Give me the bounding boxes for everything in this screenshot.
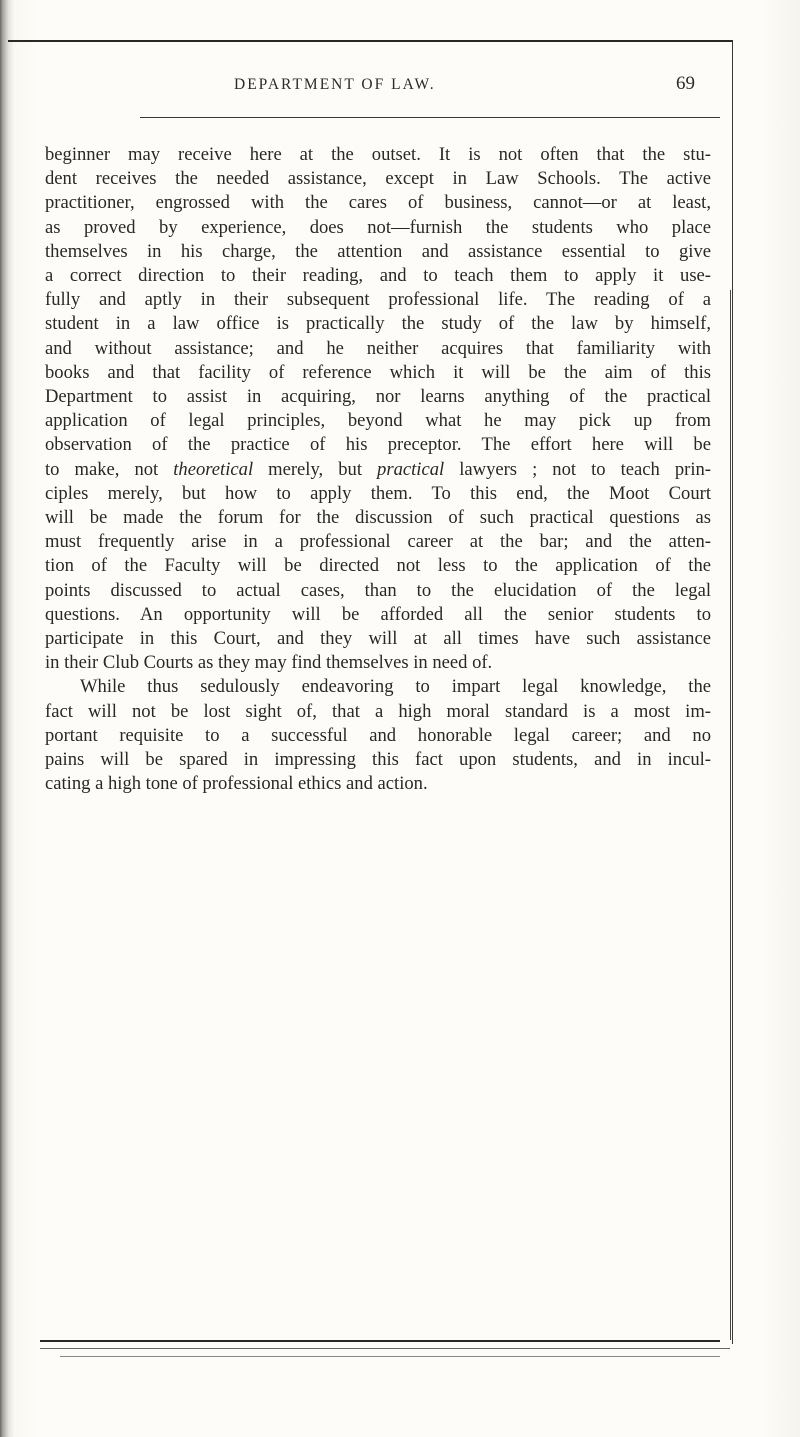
bottom-rule	[60, 1356, 720, 1357]
bottom-rule	[40, 1348, 730, 1349]
text-line: books and that facility of reference which it will be the aim of this	[45, 361, 711, 383]
page-number: 69	[676, 73, 695, 94]
body-text	[45, 143, 711, 796]
text-line: will be made the forum for the discussion of such practical questions as	[45, 507, 711, 529]
text-line: fact will not be lost sight of, that a high moral standard is a most im-	[45, 700, 711, 722]
text-line: and without assistance; and he neither acquires that familiarity with	[45, 337, 711, 359]
text-line: application of legal principles, beyond what he may pick up from	[45, 410, 711, 432]
paragraph-end-line: cating a high tone of professional ethics and action.	[45, 773, 428, 795]
text-line-with-italics	[45, 458, 711, 482]
italic-practical: practical	[377, 458, 445, 480]
text-line: questions. An opportunity will be afforded all the senior students to	[45, 603, 711, 625]
text-line: a correct direction to their reading, and to teach them to apply it use-	[45, 265, 711, 287]
bottom-rule	[40, 1340, 720, 1342]
header-rule	[140, 117, 720, 118]
paragraph-end-line: in their Club Courts as they may find themselves in need of.	[45, 652, 493, 674]
text-line: tion of the Faculty will be directed not less to the application of the	[45, 555, 711, 577]
text-line: points discussed to actual cases, than to the elucidation of the legal	[45, 579, 711, 601]
text-line: as proved by experience, does not—furnish the students who place	[45, 216, 711, 238]
text-line: portant requisite to a successful and honorable legal career; and no	[45, 724, 711, 746]
text-line: practitioner, engrossed with the cares of business, cannot—or at least,	[45, 192, 711, 214]
text-line: must frequently arise in a professional career at the bar; and the atten-	[45, 531, 711, 553]
running-head: DEPARTMENT OF LAW.	[234, 76, 436, 93]
text-line: Department to assist in acquiring, nor learns anything of the practical	[45, 386, 711, 408]
text-line: student in a law office is practically the study of the law by himself,	[45, 313, 711, 335]
text-line: fully and aptly in their subsequent professional life. The reading of a	[45, 289, 711, 311]
text-line: participate in this Court, and they will at all times have such assistance	[45, 628, 711, 650]
text-line: pains will be spared in impressing this fact upon students, and in incul-	[45, 749, 711, 771]
text-line: beginner may receive here at the outset. It is not often that the stu-	[45, 144, 711, 165]
line-fragment: to make, not	[45, 458, 174, 480]
line-fragment: lawyers ; not to teach prin-	[444, 458, 711, 480]
text-line: dent receives the needed assistance, except in Law Schools. The active	[45, 168, 711, 190]
line-fragment: merely, but	[253, 458, 378, 480]
text-line: themselves in his charge, the attention and assistance essential to give	[45, 240, 711, 262]
paragraph-start-line: While thus sedulously endeavoring to impart legal knowledge, the	[80, 676, 711, 698]
right-margin-rule	[730, 290, 731, 1340]
text-line: observation of the practice of his preceptor. The effort here will be	[45, 434, 711, 456]
text-line: ciples merely, but how to apply them. To this end, the Moot Court	[45, 482, 711, 504]
italic-theoretical: theoretical	[173, 458, 254, 480]
